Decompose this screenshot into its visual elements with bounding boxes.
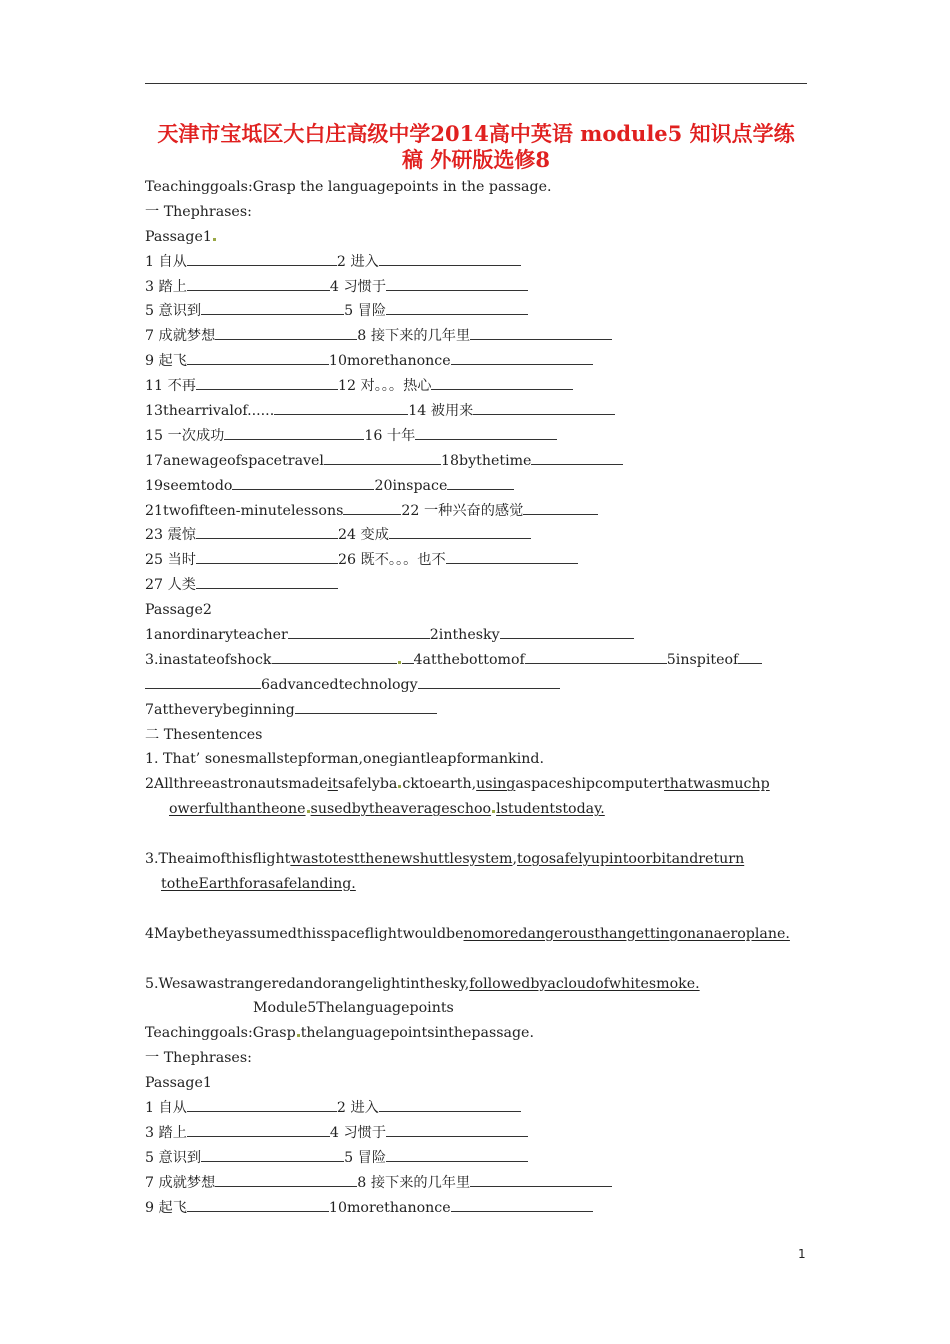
phrase-row: 1 自从 2 进入 xyxy=(145,250,815,275)
sentence-3-continued: totheEarthforasafelanding. xyxy=(161,875,356,892)
phrase-row: 3.inastateofshock 4atthebottomof 5inspiteof xyxy=(145,648,815,673)
answer-blank[interactable] xyxy=(431,374,573,390)
answer-blank[interactable] xyxy=(196,374,338,390)
sentence-3: 3.Theaimofthisflightwastotestthenewshuttlesystem,togosafelyupintoorbitandreturn xyxy=(145,851,745,868)
passage1-label-repeat: Passage1 xyxy=(145,1075,212,1092)
phrase-row: 9 起飞 10morethanonce xyxy=(145,1196,815,1221)
ink-dot xyxy=(307,810,310,813)
teaching-goals: Teachinggoals:Grasp the languagepoints in the passage. xyxy=(145,179,552,195)
answer-blank[interactable] xyxy=(446,548,578,564)
phrase-row: 9 起飞 10morethanonce xyxy=(145,349,815,374)
sentence-1: 1. That’ sonesmallstepforman,onegiantleapformankind. xyxy=(145,751,544,768)
phrase-row: 25 当时 26 既不。。。也不 xyxy=(145,548,815,573)
answer-blank[interactable] xyxy=(201,1146,344,1162)
answer-blank[interactable] xyxy=(525,648,667,664)
answer-blank[interactable] xyxy=(196,573,338,589)
answer-blank[interactable] xyxy=(386,275,528,291)
answer-blank[interactable] xyxy=(295,698,437,714)
answer-blank[interactable] xyxy=(187,349,329,365)
phrase-row: 17anewageofspacetravel 18bythetime xyxy=(145,449,815,474)
document-title xyxy=(145,121,807,173)
phrase-row: 15 一次成功 16 十年 xyxy=(145,424,815,449)
phrase-row: 5 意识到 5 冒险 xyxy=(145,1146,815,1171)
ink-dot xyxy=(398,785,401,788)
answer-blank[interactable] xyxy=(187,250,337,266)
answer-blank[interactable] xyxy=(738,648,762,664)
answer-blank[interactable] xyxy=(196,523,338,539)
answer-blank[interactable] xyxy=(343,499,401,515)
page-number: 1 xyxy=(798,1247,806,1261)
answer-blank[interactable] xyxy=(324,449,441,465)
phrase-row: 7 成就梦想 8 接下来的几年里 xyxy=(145,1171,815,1196)
answer-blank[interactable] xyxy=(274,399,408,415)
answer-blank[interactable] xyxy=(187,1196,329,1212)
answer-blank[interactable] xyxy=(451,1196,593,1212)
answer-blank[interactable] xyxy=(379,1096,521,1112)
answer-blank[interactable] xyxy=(196,548,338,564)
sentence-2-continued: owerfulthantheone susedbytheaverageschoo lstudentstoday. xyxy=(169,801,605,818)
phrase-row: 27 人类 xyxy=(145,573,815,598)
phrase-row: 1 自从 2 进入 xyxy=(145,1096,815,1121)
teaching-goals-repeat: Teachinggoals:Grasp thelanguagepointsinthepassage. xyxy=(145,1025,534,1042)
answer-blank[interactable] xyxy=(447,474,514,490)
phrase-row: 23 震惊 24 变成 xyxy=(145,523,815,548)
answer-blank[interactable] xyxy=(145,673,261,689)
answer-blank[interactable] xyxy=(389,523,531,539)
answer-blank[interactable] xyxy=(288,623,430,639)
answer-blank[interactable] xyxy=(215,324,357,340)
title-line-1: 天津市宝坻区大白庄高级中学2014高中英语 module5 知识点学练 xyxy=(157,121,795,146)
title-line-2: 稿 外研版选修8 xyxy=(402,147,550,172)
phrase-row: 7attheverybeginning xyxy=(145,698,815,723)
answer-blank[interactable] xyxy=(215,1171,357,1187)
ink-dot xyxy=(398,661,401,664)
section-sentences-heading: 二 Thesentences xyxy=(145,726,263,743)
phrase-row: 3 踏上 4 习惯于 xyxy=(145,1121,815,1146)
phrase-row: 13thearrivalof...... 14 被用来 xyxy=(145,399,815,424)
answer-blank[interactable] xyxy=(386,1146,528,1162)
answer-blank[interactable] xyxy=(500,623,634,639)
section-phrases-heading-repeat: 一 Thephrases: xyxy=(145,1050,252,1067)
answer-blank[interactable] xyxy=(187,1121,330,1137)
answer-blank[interactable] xyxy=(232,474,374,490)
phrase-row: 21twofifteen-minutelessons 22 一种兴奋的感觉 xyxy=(145,499,815,524)
answer-blank[interactable] xyxy=(473,399,615,415)
phrase-row: 11 不再 12 对。。。热心 xyxy=(145,374,815,399)
answer-blank[interactable] xyxy=(523,499,598,515)
answer-blank[interactable] xyxy=(379,250,521,266)
section-phrases-heading: 一 Thephrases: xyxy=(145,203,252,220)
sentence-2: 2Allthreeastronautsmadeitsafelyba cktoearth,usingaspaceshipcomputerthatwasmuchp xyxy=(145,776,770,793)
module-heading: Module5Thelanguagepoints xyxy=(253,1000,454,1017)
ink-dot xyxy=(492,810,495,813)
ink-dot xyxy=(297,1034,300,1037)
phrase-row: 5 意识到 5 冒险 xyxy=(145,299,815,324)
header-rule xyxy=(145,83,807,84)
passage1-label: Passage1 xyxy=(145,225,815,250)
phrase-row: 1anordinaryteacher 2inthesky xyxy=(145,623,815,648)
passage2-label: Passage2 xyxy=(145,602,212,619)
answer-blank[interactable] xyxy=(201,299,344,315)
answer-blank[interactable] xyxy=(418,673,560,689)
phrase-row: 19seemtodo 20inspace xyxy=(145,474,815,499)
phrase-row: 7 成就梦想 8 接下来的几年里 xyxy=(145,324,815,349)
answer-blank[interactable] xyxy=(531,449,623,465)
answer-blank[interactable] xyxy=(272,648,397,664)
answer-blank[interactable] xyxy=(386,1121,528,1137)
sentence-4: 4Maybetheyassumedthisspaceflightwouldbenomoredangerousthangettingonanaeroplane. xyxy=(145,925,790,942)
phrase-row: 6advancedtechnology xyxy=(145,673,815,698)
answer-blank[interactable] xyxy=(451,349,593,365)
ink-dot xyxy=(213,238,216,241)
document-body xyxy=(145,175,815,1220)
sentence-5: 5.Wesawastrangeredandorangelightinthesky,followedbyacloudofwhitesmoke. xyxy=(145,975,700,992)
answer-blank[interactable] xyxy=(187,1096,337,1112)
phrase-row: 3 踏上 4 习惯于 xyxy=(145,275,815,300)
answer-blank[interactable] xyxy=(386,299,528,315)
answer-blank[interactable] xyxy=(470,324,612,340)
answer-blank[interactable] xyxy=(402,648,414,664)
answer-blank[interactable] xyxy=(187,275,330,291)
answer-blank[interactable] xyxy=(470,1171,612,1187)
answer-blank[interactable] xyxy=(415,424,557,440)
answer-blank[interactable] xyxy=(224,424,364,440)
